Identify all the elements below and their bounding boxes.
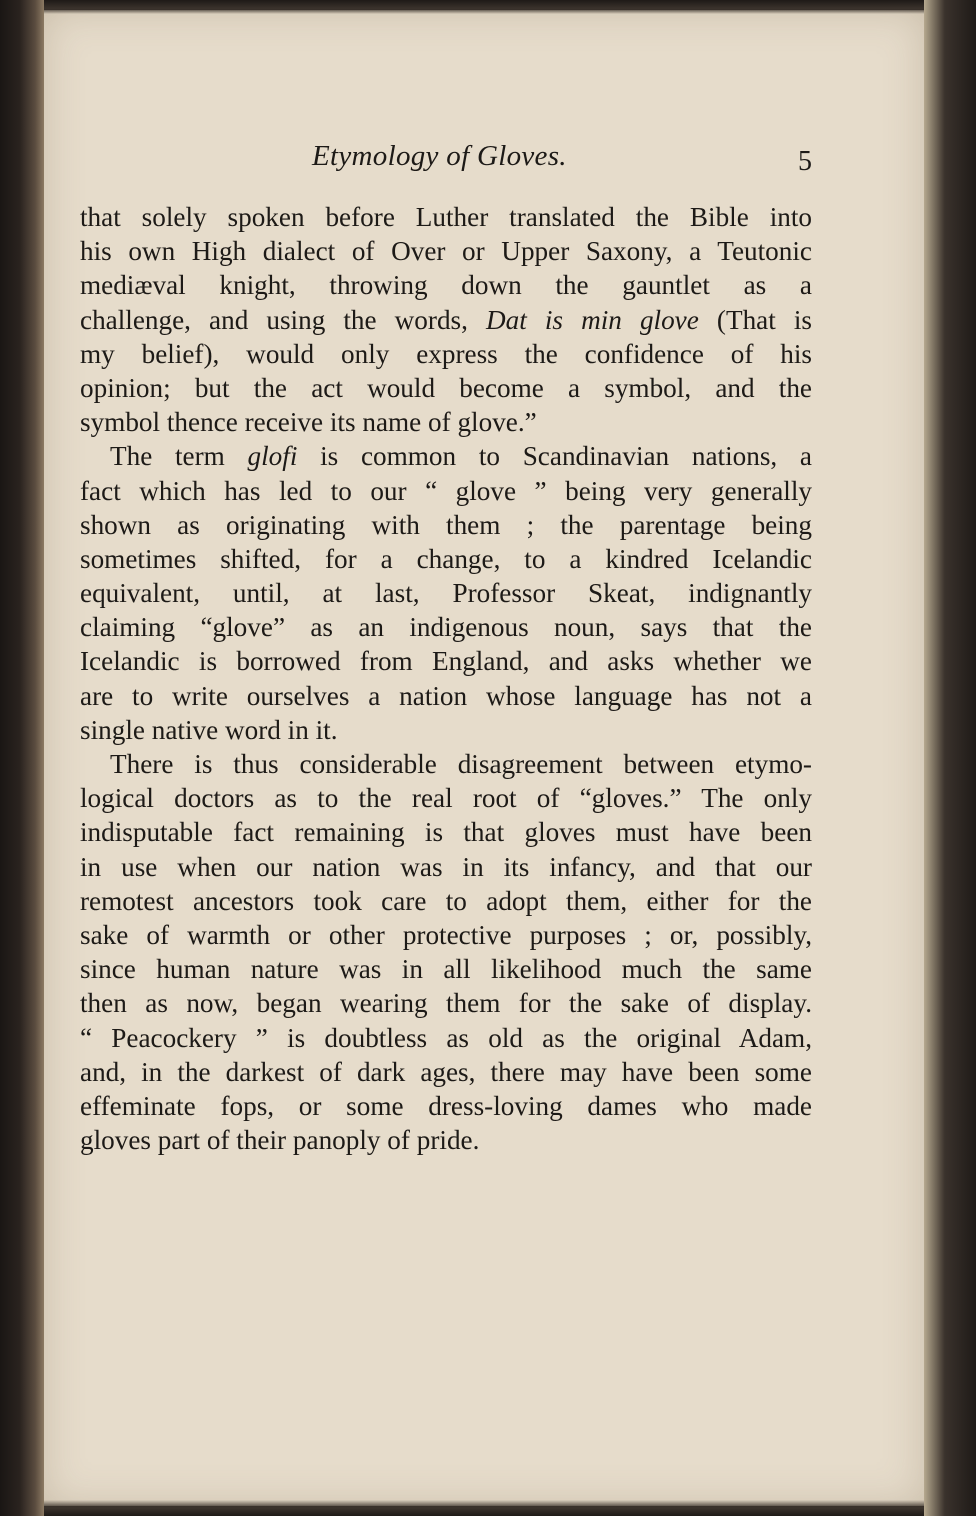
text-run: (That is: [698, 304, 812, 335]
text-line: [80, 644, 812, 678]
text-line: [80, 952, 812, 986]
text-run: then as now, began wearing them for the sake of display.: [80, 988, 812, 1019]
text-line: [80, 268, 812, 302]
text-line: [80, 542, 812, 576]
text-run: that solely spoken before Luther translated the Bible into: [80, 202, 812, 232]
text-run: logical doctors as to the real root of “gloves.” The only: [80, 783, 812, 814]
italic-phrase: Dat is min glove: [486, 304, 699, 335]
text-line: [80, 747, 812, 781]
text-run: shown as originating with them ; the parentage being: [80, 509, 812, 540]
text-line: [80, 303, 812, 337]
text-line: [80, 200, 812, 234]
text-run: Icelandic is borrowed from England, and asks whether we: [80, 646, 812, 677]
text-line: [80, 1123, 812, 1157]
page-right-edge: [924, 0, 976, 1516]
text-run: “ Peacockery ” is doubtless as old as the original Adam,: [80, 1022, 812, 1053]
text-line: [80, 405, 812, 439]
page-number: 5: [798, 146, 812, 177]
text-run: The term: [110, 441, 248, 472]
text-line: [80, 576, 812, 610]
text-line: [80, 884, 812, 918]
text-run: mediæval knight, throwing down the gauntlet as a: [80, 270, 812, 301]
text-run: symbol thence receive its name of glove.”: [80, 407, 537, 438]
text-run: equivalent, until, at last, Professor Skeat, indignantly: [80, 578, 812, 609]
text-line: [80, 1089, 812, 1123]
text-line: [80, 508, 812, 542]
text-run: sometimes shifted, for a change, to a kindred Icelandic: [80, 543, 812, 574]
text-run: and, in the darkest of dark ages, there may have been some: [80, 1056, 812, 1087]
page-top-edge: [44, 0, 924, 14]
text-run: effeminate fops, or some dress-loving dames who made: [80, 1090, 812, 1121]
text-run: his own High dialect of Over or Upper Saxony, a Teutonic: [80, 236, 812, 267]
text-line: [80, 439, 812, 473]
page-header: [80, 140, 812, 180]
text-run: challenge, and using the words,: [80, 304, 486, 335]
paragraph: [80, 439, 812, 747]
text-run: single native word in it.: [80, 714, 338, 745]
text-run: is common to Scandinavian nations, a: [297, 441, 812, 472]
text-line: [80, 234, 812, 268]
text-line: [80, 679, 812, 713]
text-run: fact which has led to our “ glove ” being very generally: [80, 475, 812, 506]
text-line: [80, 371, 812, 405]
text-line: [80, 610, 812, 644]
text-line: [80, 781, 812, 815]
text-line: [80, 1055, 812, 1089]
paragraph: [80, 747, 812, 1157]
text-line: [80, 815, 812, 849]
text-run: since human nature was in all likelihood much the same: [80, 954, 812, 985]
text-line: [80, 918, 812, 952]
text-run: my belief), would only express the confidence of his: [80, 338, 812, 369]
text-line: [80, 986, 812, 1020]
text-line: [80, 474, 812, 508]
italic-phrase: glofi: [247, 441, 298, 472]
running-head: Etymology of Gloves.: [312, 140, 567, 172]
text-run: sake of warmth or other protective purposes ; or, possibly,: [80, 919, 812, 950]
text-run: are to write ourselves a nation whose language has not a: [80, 680, 812, 711]
book-spine-shadow: [0, 0, 44, 1516]
text-run: opinion; but the act would become a symbol, and the: [80, 372, 812, 403]
text-line: [80, 713, 812, 747]
text-line: [80, 850, 812, 884]
paragraph: [80, 200, 812, 439]
text-run: in use when our nation was in its infancy, and that our: [80, 851, 812, 882]
text-line: [80, 1021, 812, 1055]
text-run: remotest ancestors took care to adopt them, either for the: [80, 885, 812, 916]
text-line: [80, 337, 812, 371]
text-run: gloves part of their panoply of pride.: [80, 1125, 480, 1156]
text-run: claiming “glove” as an indigenous noun, says that the: [80, 612, 812, 643]
text-run: There is thus considerable disagreement between etymo-: [110, 749, 812, 779]
text-run: indisputable fact remaining is that gloves must have been: [80, 817, 812, 848]
body-text: [80, 200, 812, 1157]
page-bottom-edge: [44, 1500, 924, 1516]
